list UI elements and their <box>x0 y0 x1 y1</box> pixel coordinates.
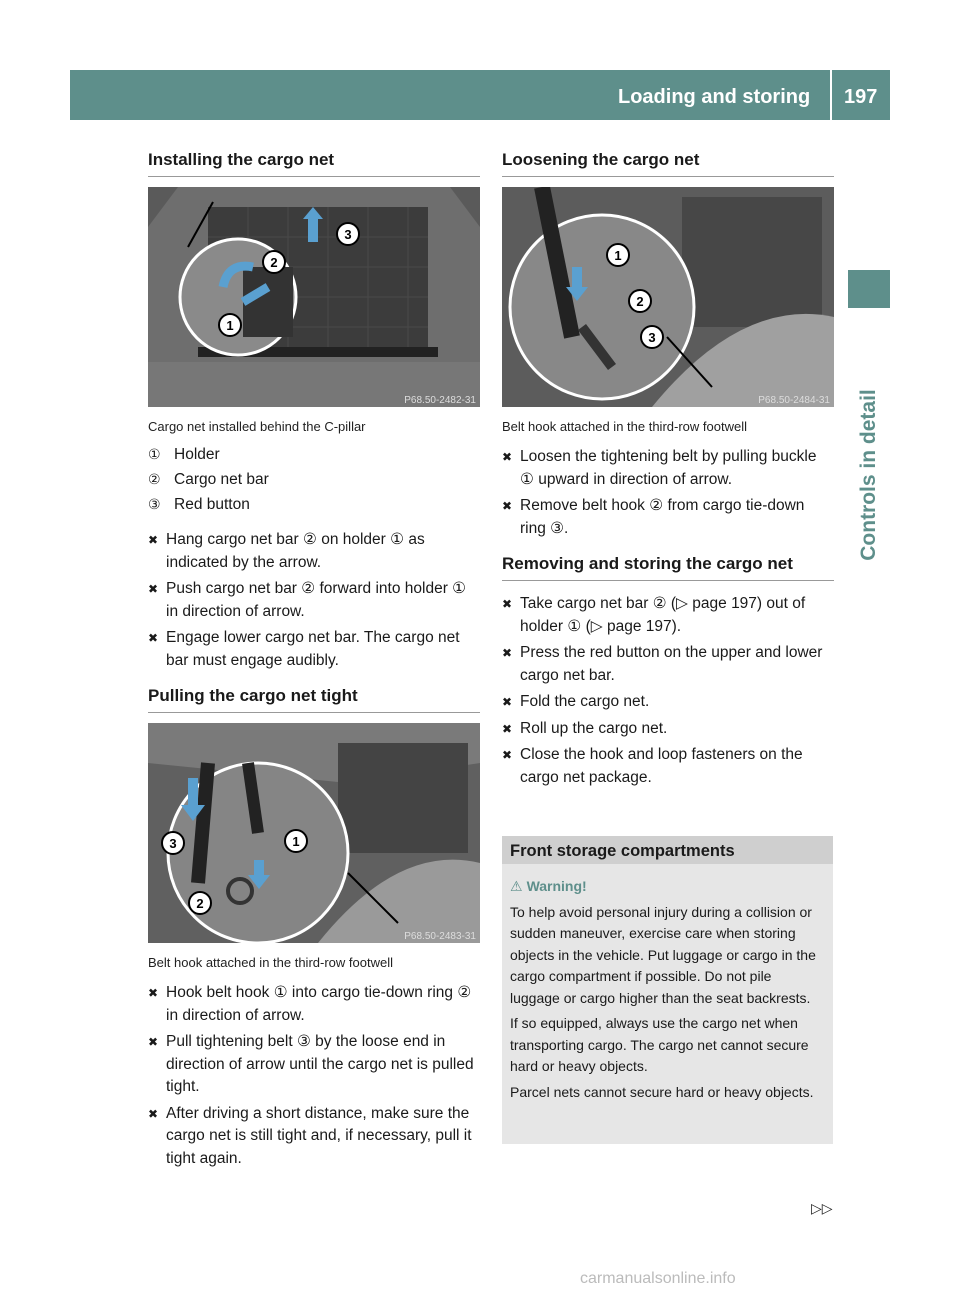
photo-cargo-net-installed <box>148 187 480 407</box>
svg-text:2: 2 <box>270 255 278 270</box>
heading-removing: Removing and storing the cargo net <box>502 554 834 581</box>
heading-installing: Installing the cargo net <box>148 150 480 177</box>
legend-item: ③ Red button <box>148 496 250 513</box>
photo-belt-hook-attached <box>148 723 480 943</box>
svg-text:1: 1 <box>614 248 622 263</box>
warning-title: Warning! <box>526 878 587 894</box>
legend-item: ① Holder <box>148 446 220 463</box>
legend-item: ② Cargo net bar <box>148 471 269 488</box>
step-item: ✖ After driving a short distance, make sure the cargo net is still tight and, if necessary, pull it tight again. <box>148 1104 472 1167</box>
photo-loosening <box>502 187 834 407</box>
legend-list <box>148 442 480 517</box>
right-column <box>502 150 834 793</box>
step-arrow-icon: ✖ <box>148 1106 159 1121</box>
continue-marker-icon: ▷▷ <box>811 1200 833 1216</box>
svg-text:1: 1 <box>226 318 234 333</box>
svg-text:2: 2 <box>196 896 204 911</box>
step-item: ✖ Fold the cargo net. <box>502 691 834 714</box>
warning-paragraph: To help avoid personal injury during a collision or sudden maneuver, exercise care when storing objects in the vehicle. Put luggage or cargo in the cargo compartment if possible. Do not pile luggage or cargo higher than the seat backrests. <box>510 903 816 1006</box>
side-tab-marker <box>848 270 890 308</box>
front-storage-box <box>502 836 833 1144</box>
warning-paragraph: Parcel nets cannot secure hard or heavy objects. <box>510 1083 814 1100</box>
step-arrow-icon: ✖ <box>148 533 159 547</box>
step-arrow-icon: ✖ <box>148 986 159 1000</box>
loosen-steps <box>502 446 834 540</box>
step-arrow-icon: ✖ <box>502 748 513 762</box>
photo-code: P68.50-2482-31 <box>404 395 476 406</box>
step-item: ✖ Hook belt hook ① into cargo tie-down ring ② in direction of arrow. <box>148 984 472 1024</box>
step-item: ✖ Press the red button on the upper and lower cargo net bar. <box>502 644 823 684</box>
step-item: ✖ Close the hook and loop fasteners on the cargo net package. <box>502 746 803 786</box>
step-item: ✖ Push cargo net bar ② forward into holder ① in direction of arrow. <box>148 580 467 620</box>
step-item: ✖ Remove belt hook ② from cargo tie-down ring ③. <box>502 497 805 537</box>
step-arrow-icon: ✖ <box>502 721 513 736</box>
install-steps <box>148 529 480 672</box>
svg-text:3: 3 <box>344 227 352 242</box>
step-arrow-icon: ✖ <box>502 695 513 709</box>
remove-steps <box>502 593 834 789</box>
step-item: ✖ Engage lower cargo net bar. The cargo net bar must engage audibly. <box>148 629 460 669</box>
left-column <box>148 150 480 1174</box>
step-item: ✖ Take cargo net bar ② (▷ page 197) out of holder ① (▷ page 197). <box>502 595 806 635</box>
caption-pulling: Belt hook attached in the third-row footwell <box>148 955 393 970</box>
step-arrow-icon: ✖ <box>502 499 513 513</box>
page-number: 197 <box>844 86 878 108</box>
step-item: ✖ Hang cargo net bar ② on holder ① as indicated by the arrow. <box>148 531 425 571</box>
heading-pulling: Pulling the cargo net tight <box>148 686 480 713</box>
step-arrow-icon: ✖ <box>148 582 159 596</box>
warning-triangle-icon: ⚠ <box>510 878 523 894</box>
side-tab-label: Controls in detail <box>857 389 880 561</box>
step-item: ✖ Loosen the tightening belt by pulling buckle ① upward in direction of arrow. <box>502 448 817 488</box>
header-separator <box>830 70 832 120</box>
step-arrow-icon: ✖ <box>148 1035 159 1049</box>
photo-code: P68.50-2483-31 <box>404 931 476 942</box>
step-arrow-icon: ✖ <box>148 631 159 645</box>
section-title: Loading and storing <box>618 86 811 108</box>
pull-steps <box>148 982 480 1170</box>
step-item: ✖ Roll up the cargo net. <box>502 718 834 741</box>
heading-front-storage: Front storage compartments <box>502 836 833 864</box>
photo-code: P68.50-2484-31 <box>758 395 830 406</box>
watermark: carmanualsonline.info <box>580 1270 736 1287</box>
warning-paragraph: If so equipped, always use the cargo net when transporting cargo. The cargo net cannot secure hard or heavy objects. <box>510 1015 809 1074</box>
svg-text:2: 2 <box>636 294 644 309</box>
heading-loosening: Loosening the cargo net <box>502 150 834 177</box>
step-arrow-icon: ✖ <box>502 646 513 660</box>
warning-body <box>502 864 833 1103</box>
step-item: ✖ Pull tightening belt ③ by the loose end in direction of arrow until the cargo net is pulled tight. <box>148 1033 474 1095</box>
svg-text:3: 3 <box>169 836 177 851</box>
caption-installed: Cargo net installed behind the C-pillar <box>148 419 366 434</box>
caption-loosening: Belt hook attached in the third-row footwell <box>502 419 747 434</box>
svg-text:1: 1 <box>292 834 300 849</box>
svg-text:3: 3 <box>648 330 656 345</box>
step-arrow-icon: ✖ <box>502 450 513 464</box>
step-arrow-icon: ✖ <box>502 597 513 611</box>
